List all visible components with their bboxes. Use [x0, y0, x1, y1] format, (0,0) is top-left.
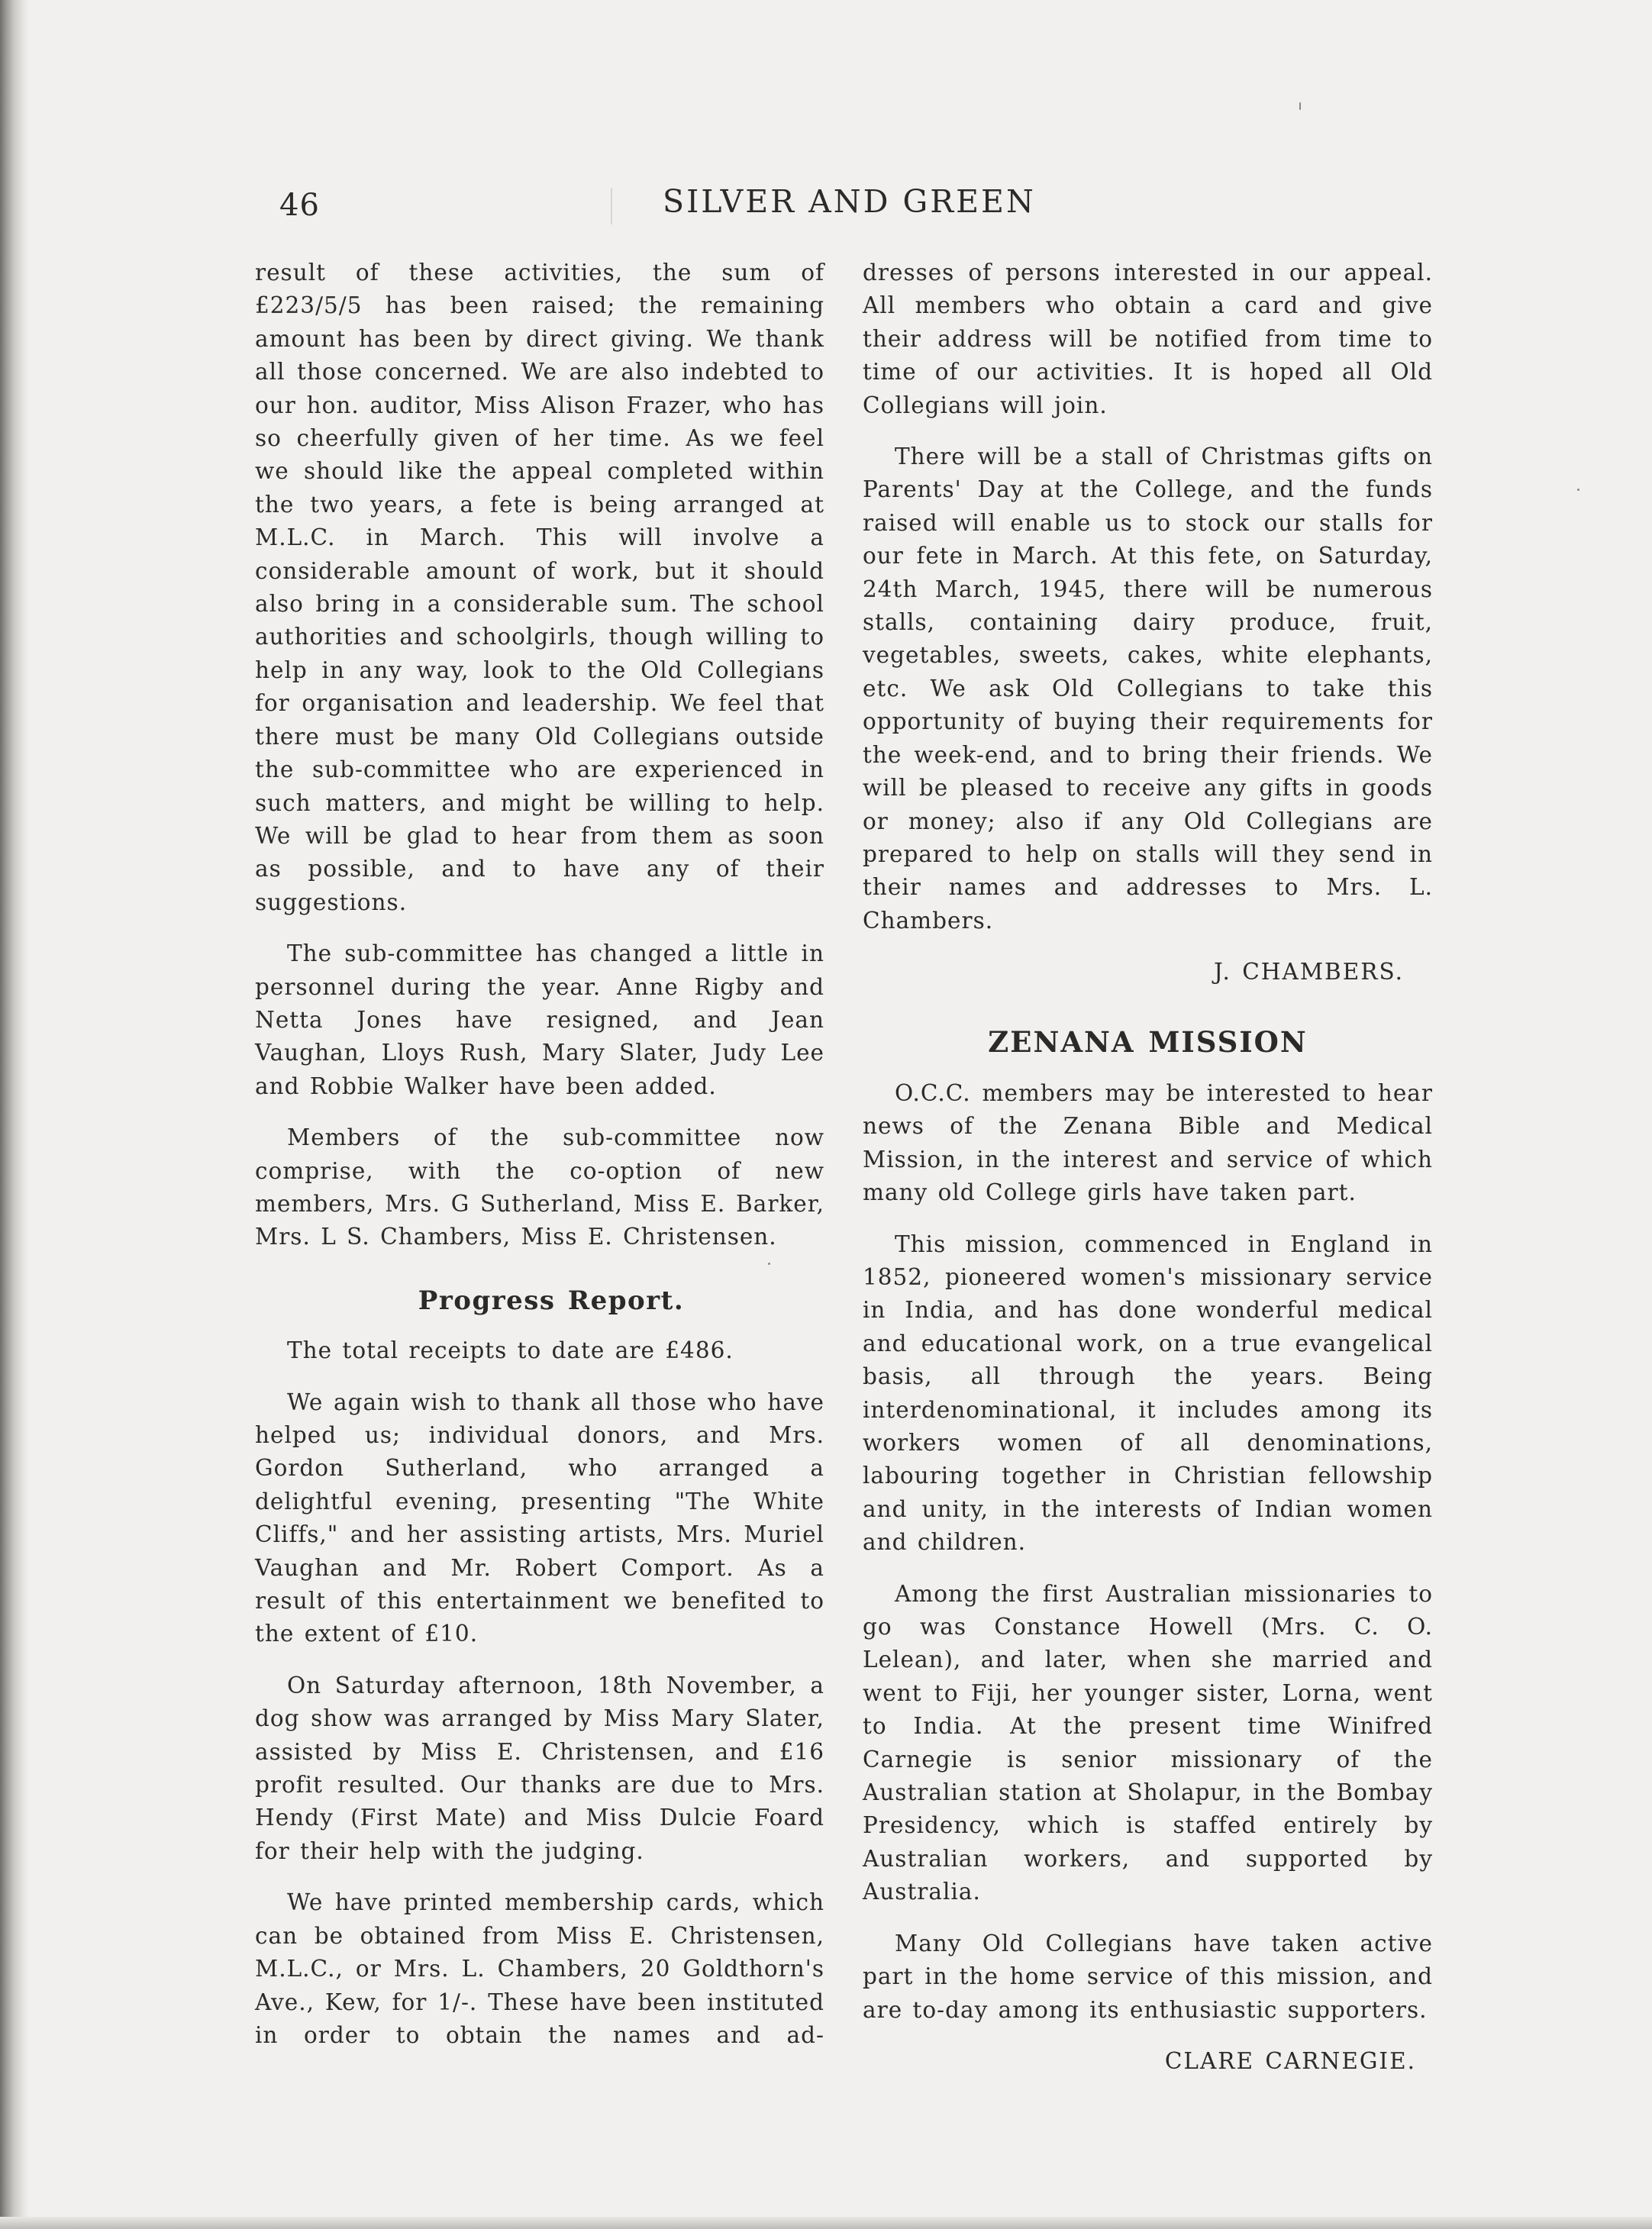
right-paragraph-6: Many Old Collegians have taken active part in the home service of this mission, and are to-day among its enthusiastic supporters.	[863, 1930, 1433, 2023]
zenana-mission-heading: ZENANA MISSION	[988, 1024, 1308, 1059]
left-paragraph-2: The sub-committee has changed a little in personnel during the year. Anne Rigby and Netta Jones have resigned, and Jean Vaughan, Lloys Rush, Mary Slater, Judy Lee and Robbie Walker have been added.	[255, 940, 824, 1099]
paper-speck	[768, 1263, 770, 1265]
page-number: 46	[279, 188, 320, 223]
right-paragraph-4: This mission, commenced in England in 1852, pioneered women's missionary service in India, and has done wonderful medical and educational work, on a true evangelical basis, all through the years. Being interdenominational, it includes among its workers women of all denominations, labouring together in Christian fellowship and unity, in the interests of Indian women and children.	[863, 1231, 1433, 1556]
paper-speck	[1577, 489, 1579, 491]
right-paragraph-5: Among the first Australian missionaries to go was Constance Howell (Mrs. C. O. Lelean), and later, when she married and went to Fiji, her younger sister, Lorna, went to India. At the present time Winifred Carnegie is senior missionary of the Australian station at Sholapur, in the Bombay Presidency, which is staffed entirely by Australian workers, and supported by Australia.	[863, 1580, 1433, 1905]
progress-report-heading: Progress Report.	[418, 1285, 685, 1316]
left-paragraph-4: The total receipts to date are £486.	[287, 1337, 734, 1364]
right-paragraph-3: O.C.C. members may be interested to hear news of the Zenana Bible and Medical Mission, in the interest and service of which many old College girls have taken part.	[863, 1079, 1433, 1206]
signature-clare-carnegie: CLARE CARNEGIE.	[1164, 2047, 1416, 2074]
left-paragraph-3: Members of the sub-committee now comprise, with the co-option of new members, Mrs. G Sutherland, Miss E. Barker, Mrs. L S. Chambers, Miss E. Christensen.	[255, 1124, 824, 1250]
header-divider	[611, 188, 612, 224]
running-head-title: SILVER AND GREEN	[663, 183, 1036, 220]
right-column	[863, 256, 1433, 2096]
left-paragraph-5: We again wish to thank all those who have helped us; individual donors, and Mrs. Gordon Sutherland, who arranged a delightful evening, presenting "The White Cliffs," and her assisting artists, Mrs. Muriel Vaughan and Mr. Robert Comport. As a result of this entertainment we benefited to the extent of £10.	[255, 1389, 824, 1647]
paper-speck	[1299, 102, 1301, 110]
right-paragraph-2: There will be a stall of Christmas gifts on Parents' Day at the College, and the funds raised will enable us to stock our stalls for our fete in March. At this fete, on Saturday, 24th March, 1945, there will be numerous stalls, containing dairy produce, fruit, vegetables, sweets, cakes, white elephants, etc. We ask Old Collegians to take this opportunity of buying their requirements for the week-end, and to bring their friends. We will be pleased to receive any gifts in goods or money; also if any Old Collegians are prepared to help on stalls will they send in their names and addresses to Mrs. L. Chambers.	[863, 444, 1433, 934]
left-paragraph-6: On Saturday afternoon, 18th November, a dog show was arranged by Miss Mary Slater, assisted by Miss E. Christensen, and £16 profit resulted. Our thanks are due to Mrs. Hendy (First Mate) and Miss Dulcie Foard for their help with the judging.	[255, 1672, 824, 1864]
signature-j-chambers: J. CHAMBERS.	[1213, 959, 1404, 985]
binding-edge	[0, 0, 29, 2229]
right-paragraph-1: dresses of persons interested in our appeal. All members who obtain a card and give their address will be notified from time to time of our activities. It is hoped all Old Collegians will join.	[863, 260, 1433, 418]
left-column	[255, 256, 824, 2070]
left-paragraph-1: result of these activities, the sum of £223/5/5 has been raised; the remaining amount has been by direct giving. We thank all those concerned. We are also indebted to our hon. auditor, Miss Alison Frazer, who has so cheerfully given of her time. As we feel we should like the appeal completed within the two years, a fete is being arranged at M.L.C. in March. This will involve a considerable amount of work, but it should also bring in a considerable sum. The school authorities and schoolgirls, though willing to help in any way, look to the Old Collegians for organisation and leadership. We feel that there must be many Old Collegians outside the sub-committee who are experienced in such matters, and might be willing to help. We will be glad to hear from them as soon as possible, and to have any of their suggestions.	[255, 260, 824, 915]
page-bottom-edge	[0, 2217, 1652, 2229]
left-paragraph-7: We have printed membership cards, which can be obtained from Miss E. Christensen, M.L.C., or Mrs. L. Chambers, 20 Goldthorn's Ave., Kew, for 1/-. These have been instituted in order to obtain the names and ad-	[255, 1889, 824, 2048]
